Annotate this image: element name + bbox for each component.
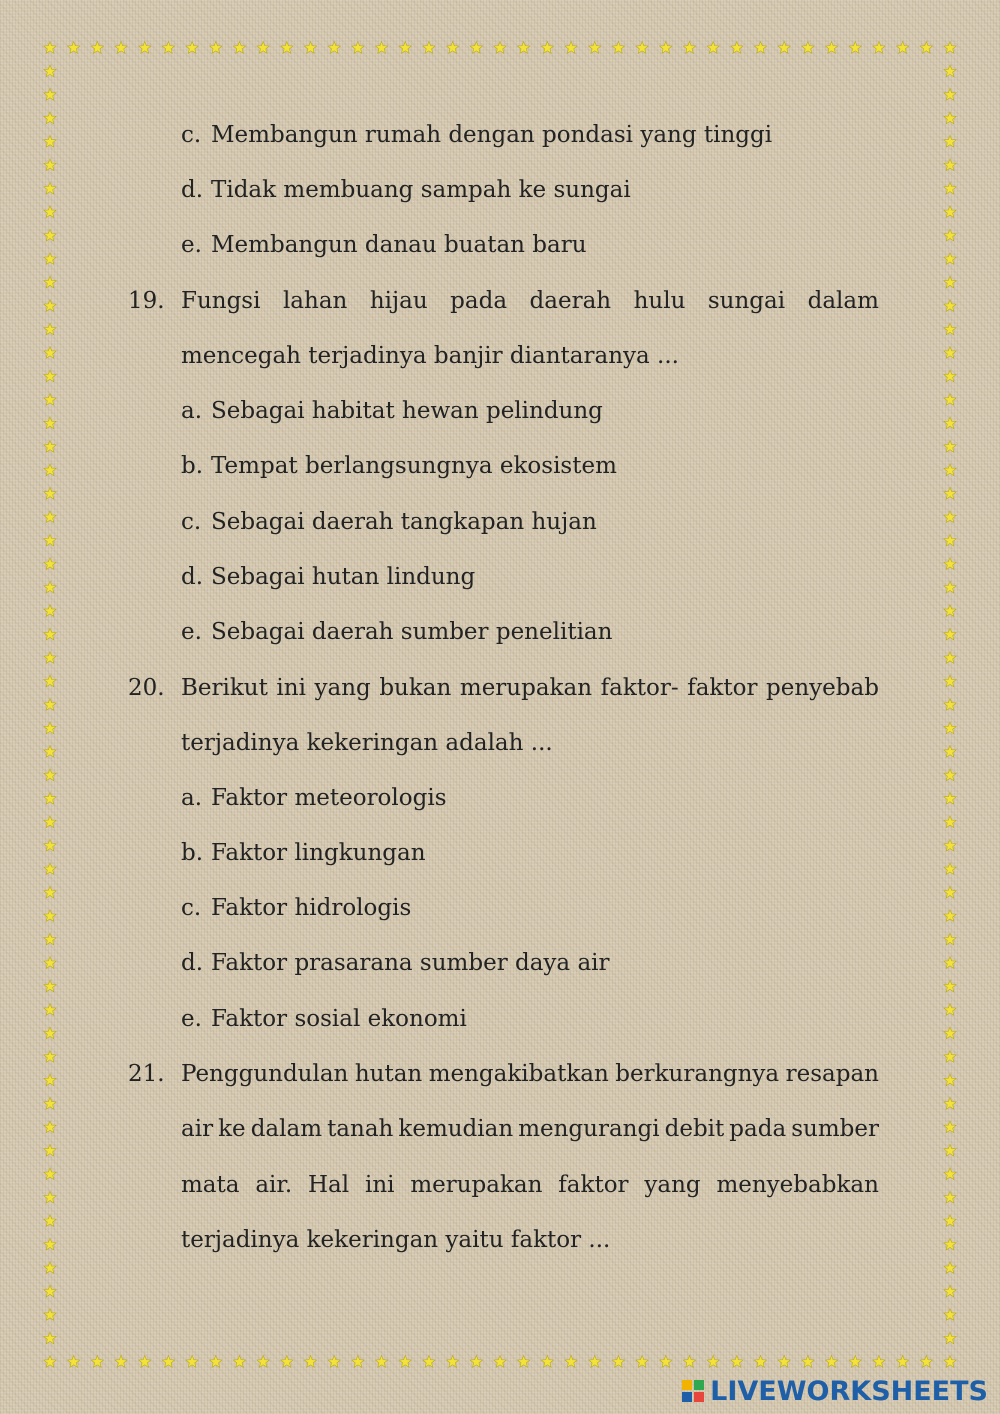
border-star-icon [44, 699, 56, 711]
border-star-icon [44, 558, 56, 570]
border-star-icon [944, 1074, 956, 1086]
border-star-icon [612, 1356, 624, 1368]
word: yang [314, 675, 371, 701]
border-star-icon [375, 42, 387, 54]
border-star-icon [44, 300, 56, 312]
word: Penggundulan [181, 1061, 349, 1087]
border-star-icon [944, 839, 956, 851]
option-letter: a. [181, 398, 203, 424]
border-star-icon [565, 42, 577, 54]
word: sumber [791, 1116, 879, 1142]
border-star-icon [944, 933, 956, 945]
word: merupakan [410, 1172, 543, 1198]
border-star-icon [589, 1356, 601, 1368]
border-star-icon [281, 1356, 293, 1368]
border-star-icon [778, 1356, 790, 1368]
border-star-icon [944, 863, 956, 875]
border-star-icon [44, 581, 56, 593]
border-star-icon [44, 1121, 56, 1133]
border-star-icon [470, 42, 482, 54]
word: kemudian [398, 1116, 514, 1142]
border-star-icon [115, 42, 127, 54]
liveworksheets-brand[interactable] [682, 1374, 988, 1408]
border-star-icon [44, 253, 56, 265]
border-star-icon [44, 980, 56, 992]
option-text: Sebagai daerah tangkapan hujan [211, 509, 597, 535]
border-star-icon [44, 605, 56, 617]
border-star-icon [920, 42, 932, 54]
border-star-icon [944, 1238, 956, 1250]
border-star-icon [802, 1356, 814, 1368]
border-star-icon [944, 487, 956, 499]
border-star-icon [328, 42, 340, 54]
border-star-icon [210, 1356, 222, 1368]
border-star-icon [944, 182, 956, 194]
border-star-icon [44, 534, 56, 546]
border-star-icon [399, 42, 411, 54]
border-star-icon [944, 1356, 956, 1368]
option-text: Faktor prasarana sumber daya air [211, 950, 610, 976]
option-letter: a. [181, 785, 203, 811]
border-star-icon [707, 1356, 719, 1368]
border-star-icon [825, 1356, 837, 1368]
border-star-icon [44, 816, 56, 828]
border-star-icon [44, 1215, 56, 1227]
border-star-icon [44, 1356, 56, 1368]
option-text: Membangun rumah dengan pondasi yang tinggi [211, 122, 773, 148]
border-star-icon [944, 276, 956, 288]
border-star-icon [944, 511, 956, 523]
border-star-icon [494, 42, 506, 54]
border-star-icon [944, 675, 956, 687]
border-star-icon [44, 1262, 56, 1274]
border-star-icon [944, 957, 956, 969]
border-star-icon [44, 276, 56, 288]
border-star-icon [44, 417, 56, 429]
brand-name: LIVEWORKSHEETS [710, 1375, 988, 1407]
border-star-icon [802, 42, 814, 54]
border-star-icon [375, 1356, 387, 1368]
border-star-icon [44, 182, 56, 194]
border-star-icon [257, 42, 269, 54]
border-star-icon [44, 863, 56, 875]
border-star-icon [944, 605, 956, 617]
question-text-line [181, 286, 879, 316]
word: sungai [707, 288, 786, 314]
word: hulu [633, 288, 686, 314]
border-star-icon [352, 42, 364, 54]
border-star-icon [518, 1356, 530, 1368]
border-star-icon [44, 1097, 56, 1109]
word: lahan [282, 288, 348, 314]
word: yang [644, 1172, 701, 1198]
border-star-icon [920, 1356, 932, 1368]
option-letter: e. [181, 619, 202, 645]
border-star-icon [44, 323, 56, 335]
border-star-icon [44, 1051, 56, 1063]
border-star-icon [91, 1356, 103, 1368]
question-number: 20. [128, 675, 165, 701]
border-star-icon [754, 42, 766, 54]
border-star-icon [304, 42, 316, 54]
border-star-icon [328, 1356, 340, 1368]
border-star-icon [944, 1121, 956, 1133]
word: ke [218, 1116, 246, 1142]
option-text: Faktor sosial ekonomi [211, 1006, 467, 1032]
border-star-icon [44, 652, 56, 664]
border-star-icon [186, 1356, 198, 1368]
border-star-icon [660, 1356, 672, 1368]
option-letter: e. [181, 232, 202, 258]
border-star-icon [565, 1356, 577, 1368]
question-text-line [181, 1114, 879, 1144]
question-number: 19. [128, 288, 165, 314]
border-star-icon [707, 42, 719, 54]
border-star-icon [44, 440, 56, 452]
border-star-icon [139, 1356, 151, 1368]
border-star-icon [44, 206, 56, 218]
question-text-line: mencegah terjadinya banjir diantaranya ... [181, 343, 679, 369]
border-star-icon [944, 1262, 956, 1274]
word: mengakibatkan [428, 1061, 609, 1087]
border-star-icon [44, 487, 56, 499]
border-star-icon [944, 558, 956, 570]
border-star-icon [873, 1356, 885, 1368]
border-star-icon [849, 1356, 861, 1368]
border-star-icon [944, 206, 956, 218]
option-letter: c. [181, 122, 202, 148]
border-star-icon [44, 42, 56, 54]
word: berkurangnya [615, 1061, 780, 1087]
border-star-icon [944, 1168, 956, 1180]
border-star-icon [233, 1356, 245, 1368]
border-star-icon [944, 417, 956, 429]
border-star-icon [68, 42, 80, 54]
word: tanah [327, 1116, 394, 1142]
border-star-icon [944, 159, 956, 171]
border-star-icon [944, 347, 956, 359]
border-star-icon [423, 1356, 435, 1368]
word: mengurangi [518, 1116, 660, 1142]
border-star-icon [683, 1356, 695, 1368]
border-star-icon [944, 394, 956, 406]
border-star-icon [944, 112, 956, 124]
border-star-icon [210, 42, 222, 54]
border-star-icon [944, 1097, 956, 1109]
border-star-icon [304, 1356, 316, 1368]
word: hutan [354, 1061, 423, 1087]
option-text: Faktor meteorologis [211, 785, 447, 811]
option-letter: c. [181, 895, 202, 921]
word: Hal [308, 1172, 350, 1198]
border-star-icon [44, 1332, 56, 1344]
border-star-icon [731, 42, 743, 54]
word: merupakan [459, 675, 593, 701]
option-text: Faktor lingkungan [211, 840, 426, 866]
border-star-icon [44, 628, 56, 640]
border-star-icon [754, 1356, 766, 1368]
border-star-icon [944, 370, 956, 382]
border-star-icon [944, 910, 956, 922]
border-star-icon [44, 112, 56, 124]
option-letter: d. [181, 564, 204, 590]
word: air [181, 1116, 214, 1142]
border-star-icon [944, 1215, 956, 1227]
border-star-icon [44, 1309, 56, 1321]
border-star-icon [44, 370, 56, 382]
border-star-icon [44, 347, 56, 359]
border-star-icon [44, 675, 56, 687]
word: menyebabkan [716, 1172, 879, 1198]
option-text: Faktor hidrologis [211, 895, 412, 921]
question-text-line [181, 673, 879, 703]
question-number: 21. [128, 1061, 165, 1087]
border-star-icon [944, 65, 956, 77]
border-star-icon [944, 534, 956, 546]
border-star-icon [44, 745, 56, 757]
border-star-icon [944, 628, 956, 640]
border-star-icon [944, 1051, 956, 1063]
border-star-icon [44, 1285, 56, 1297]
border-star-icon [44, 229, 56, 241]
border-star-icon [44, 394, 56, 406]
word: pada [450, 288, 508, 314]
border-star-icon [44, 957, 56, 969]
border-star-icon [44, 886, 56, 898]
border-star-icon [731, 1356, 743, 1368]
border-star-icon [896, 1356, 908, 1368]
border-star-icon [494, 1356, 506, 1368]
border-star-icon [944, 699, 956, 711]
border-star-icon [399, 1356, 411, 1368]
border-star-icon [660, 42, 672, 54]
border-star-icon [683, 42, 695, 54]
border-star-icon [944, 1004, 956, 1016]
border-star-icon [944, 300, 956, 312]
border-star-icon [233, 42, 245, 54]
option-letter: e. [181, 1006, 202, 1032]
border-star-icon [44, 1144, 56, 1156]
option-text: Tidak membuang sampah ke sungai [211, 177, 631, 203]
border-star-icon [944, 722, 956, 734]
border-star-icon [44, 464, 56, 476]
border-star-icon [944, 253, 956, 265]
border-star-icon [44, 1027, 56, 1039]
option-text: Sebagai habitat hewan pelindung [211, 398, 603, 424]
border-star-icon [636, 1356, 648, 1368]
border-star-icon [352, 1356, 364, 1368]
option-letter: d. [181, 950, 204, 976]
border-star-icon [44, 65, 56, 77]
question-text-line [181, 1059, 879, 1089]
border-star-icon [944, 886, 956, 898]
border-star-icon [446, 42, 458, 54]
border-star-icon [44, 159, 56, 171]
border-star-icon [944, 1332, 956, 1344]
border-star-icon [873, 42, 885, 54]
border-star-icon [162, 1356, 174, 1368]
border-star-icon [944, 42, 956, 54]
border-star-icon [944, 1285, 956, 1297]
word: air. [255, 1172, 293, 1198]
border-star-icon [162, 42, 174, 54]
option-letter: b. [181, 453, 204, 479]
border-star-icon [778, 42, 790, 54]
border-star-icon [68, 1356, 80, 1368]
word: faktor [558, 1172, 629, 1198]
word: pada [729, 1116, 787, 1142]
border-star-icon [44, 1074, 56, 1086]
option-letter: c. [181, 509, 202, 535]
border-star-icon [589, 42, 601, 54]
border-star-icon [944, 440, 956, 452]
border-star-icon [44, 769, 56, 781]
border-star-icon [44, 1191, 56, 1203]
border-star-icon [281, 42, 293, 54]
border-star-icon [944, 792, 956, 804]
border-star-icon [91, 42, 103, 54]
word: Fungsi [181, 288, 261, 314]
border-star-icon [944, 323, 956, 335]
word: daerah [529, 288, 612, 314]
border-star-icon [44, 1238, 56, 1250]
option-text: Sebagai daerah sumber penelitian [211, 619, 613, 645]
word: ini [276, 675, 306, 701]
border-star-icon [612, 42, 624, 54]
word: ini [364, 1172, 395, 1198]
word: faktor- [600, 675, 679, 701]
border-star-icon [446, 1356, 458, 1368]
border-star-icon [944, 1027, 956, 1039]
border-star-icon [944, 1144, 956, 1156]
word: penyebab [766, 675, 879, 701]
option-letter: b. [181, 840, 204, 866]
border-star-icon [186, 42, 198, 54]
word: debit [664, 1116, 725, 1142]
border-star-icon [896, 42, 908, 54]
option-letter: d. [181, 177, 204, 203]
word: dalam [807, 288, 879, 314]
border-star-icon [944, 816, 956, 828]
border-star-icon [944, 1309, 956, 1321]
option-text: Sebagai hutan lindung [211, 564, 476, 590]
option-text: Tempat berlangsungnya ekosistem [211, 453, 617, 479]
border-star-icon [944, 581, 956, 593]
border-star-icon [944, 464, 956, 476]
word: Berikut [181, 675, 268, 701]
border-star-icon [825, 42, 837, 54]
border-star-icon [44, 933, 56, 945]
border-star-icon [44, 910, 56, 922]
question-text-line [181, 1170, 879, 1200]
border-star-icon [139, 42, 151, 54]
border-star-icon [944, 229, 956, 241]
border-star-icon [115, 1356, 127, 1368]
word: resapan [785, 1061, 879, 1087]
border-star-icon [44, 722, 56, 734]
border-star-icon [944, 135, 956, 147]
word: dalam [250, 1116, 323, 1142]
border-star-icon [423, 42, 435, 54]
border-star-icon [541, 1356, 553, 1368]
border-star-icon [944, 88, 956, 100]
border-star-icon [44, 792, 56, 804]
liveworksheets-logo-icon [682, 1380, 704, 1402]
word: hijau [369, 288, 428, 314]
border-star-icon [636, 42, 648, 54]
border-star-icon [944, 1191, 956, 1203]
border-star-icon [944, 769, 956, 781]
question-text-line: terjadinya kekeringan adalah ... [181, 730, 553, 756]
border-star-icon [257, 1356, 269, 1368]
border-star-icon [44, 1168, 56, 1180]
border-star-icon [44, 88, 56, 100]
word: faktor [687, 675, 758, 701]
border-star-icon [944, 745, 956, 757]
option-text: Membangun danau buatan baru [211, 232, 587, 258]
border-star-icon [849, 42, 861, 54]
question-text-line: terjadinya kekeringan yaitu faktor ... [181, 1227, 611, 1253]
border-star-icon [541, 42, 553, 54]
border-star-icon [44, 1004, 56, 1016]
border-star-icon [44, 511, 56, 523]
border-star-icon [944, 652, 956, 664]
border-star-icon [470, 1356, 482, 1368]
border-star-icon [944, 980, 956, 992]
border-star-icon [518, 42, 530, 54]
border-star-icon [44, 839, 56, 851]
word: mata [181, 1172, 240, 1198]
word: bukan [379, 675, 452, 701]
border-star-icon [44, 135, 56, 147]
